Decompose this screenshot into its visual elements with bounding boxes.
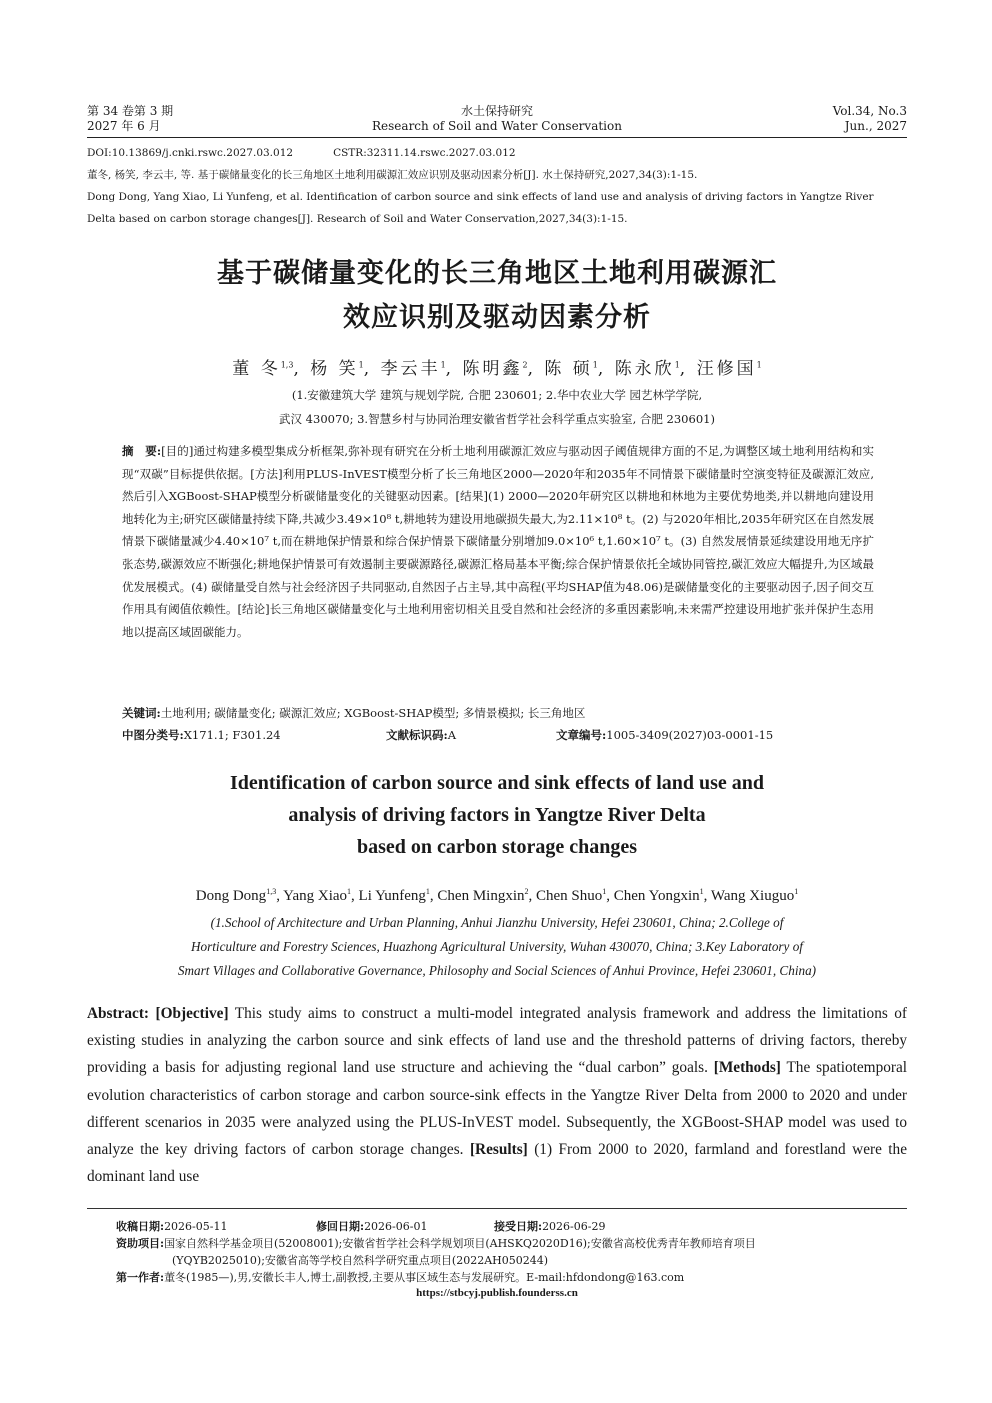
clc-value: X171.1; F301.24	[183, 728, 281, 742]
author-separator: ,	[445, 359, 463, 379]
author-affiliation-mark: 1	[602, 887, 607, 896]
author-separator: ,	[679, 359, 697, 379]
issue-date-en: Jun., 2027	[844, 119, 907, 133]
journal-name-en: Research of Soil and Water Conservation	[372, 119, 622, 133]
results-text: (1) From 2000 to 2020, farmland and forestland were the dominant land use	[87, 1141, 908, 1186]
author-separator: ,	[351, 888, 359, 904]
author-affiliation-mark: 1	[794, 887, 799, 896]
author-affiliation-mark: 1	[756, 360, 762, 370]
author-affiliation-mark: 1,3	[266, 887, 277, 896]
author-affiliation-mark: 1	[592, 360, 598, 370]
author-separator: ,	[703, 888, 711, 904]
journal-url[interactable]: https://stbcyj.publish.founderss.cn	[416, 1287, 578, 1299]
author-separator: ,	[276, 888, 284, 904]
header-rule	[87, 137, 907, 138]
objective-text: This study aims to construct a multi-model integrated analysis framework and address the limitations of existing studies in analyzing the carbon source and sink effects of land use and the threshold patterns of driving factors, thereby providing a basis for adjusting regional land use structure and achieving the “dual carbon” goals.	[87, 1005, 907, 1077]
abstract-cn	[122, 440, 874, 643]
revised-label: 修回日期:	[316, 1220, 365, 1233]
abstract-en	[87, 1000, 907, 1190]
cstr: CSTR:32311.14.rswc.2027.03.012	[333, 147, 516, 159]
title-cn-line1: 基于碳储量变化的长三角地区土地利用碳源汇	[217, 258, 777, 289]
issue-info-en	[833, 104, 907, 134]
author-separator: ,	[429, 888, 438, 904]
author-affiliation-mark: 1	[699, 887, 704, 896]
author-separator: ,	[606, 888, 614, 904]
received-date	[116, 1218, 227, 1234]
doi-line	[87, 142, 907, 164]
author-name: 陈永欣	[614, 359, 675, 379]
journal-name	[87, 104, 907, 134]
funding-line2: (YQYB2025010);安徽省高等学校自然科学研究重点项目(2022AH050244)	[172, 1254, 549, 1267]
author-name: 陈 硕	[544, 359, 593, 379]
first-author-text: 董冬(1985—),男,安徽长丰人,博士,副教授,主要从事区域生态与发展研究。E-mail:hfdondong@163.com	[164, 1271, 685, 1284]
article-number	[556, 727, 773, 743]
author-affiliation-mark: 1	[347, 887, 352, 896]
objective-label: [Objective]	[155, 1005, 229, 1022]
title-en-line3: based on carbon storage changes	[356, 836, 637, 858]
title-en-line2: analysis of driving factors in Yangtze River Delta	[288, 804, 706, 826]
title-en	[87, 767, 907, 863]
author-affiliation-mark: 1	[440, 360, 446, 370]
author-name: 汪修国	[696, 359, 757, 379]
affiliation-cn-line1: (1.安徽建筑大学 建筑与规划学院, 合肥 230601; 2.华中农业大学 园艺林学学院,	[291, 388, 703, 402]
author-name: Li Yunfeng	[358, 888, 426, 904]
author-affiliation-mark: 1,3	[280, 360, 294, 370]
citation-cn: 董冬, 杨笑, 李云丰, 等. 基于碳储量变化的长三角地区土地利用碳源汇效应识别及驱动因素分析[J]. 水土保持研究,2027,34(3):1-15.	[87, 169, 698, 181]
volume-issue-en: Vol.34, No.3	[832, 104, 907, 118]
accepted-date	[494, 1218, 605, 1234]
affiliations-en	[87, 911, 907, 983]
author-affiliation-mark: 2	[524, 887, 529, 896]
article-label: 文章编号:	[556, 728, 607, 742]
author-separator: ,	[597, 359, 615, 379]
document-code	[386, 727, 456, 743]
author-separator: ,	[527, 359, 545, 379]
clc-label: 中图分类号:	[122, 728, 184, 742]
funding-note	[116, 1235, 907, 1269]
accepted-value: 2026-06-29	[542, 1220, 606, 1233]
author-separator: ,	[528, 888, 536, 904]
abstract-cn-text: [目的]通过构建多模型集成分析框架,弥补现有研究在分析土地利用碳源汇效应与驱动因子阈值规律方面的不足,为调整区域土地利用结构和实现“双碳”目标提供依据。[方法]利用PLUS-InVEST模型分析了长三角地区2000—2020年和2035年不同情景下碳储量时空演变特征及碳源汇效应,然后引入XGBoost-SHAP模型分析碳储量变化的关键驱动因素。[结果](1) 2000—2020年研究区以耕地和林地为主要优势地类,并以耕地向建设用地转化为主;研究区碳储量持续下降,共减少3.49×10⁸ t,耕地转为建设用地碳损失最大,为2.11×10⁸ t。(2) 与2020年相比,2035年研究区在自然发展情景下碳储量减少4.40×10⁷ t,而在耕地保护情景和综合保护情景下碳储量分别增加9.0×10⁶ t,1.60×10⁷ t。(3) 自然发展情景延续建设用地无序扩张态势,碳源效应不断强化;耕地保护情景可有效遏制主要碳源路径,碳源汇格局基本平衡;综合保护情景依托全域协同管控,碳汇效应大幅提升,为区域最优发展模式。(4) 碳储量受自然与社会经济因子共同驱动,自然因子占主导,其中高程(平均SHAP值为48.06)是碳储量变化的主要驱动因子,因子间交互作用具有阈值依赖性。[结论]长三角地区碳储量变化与土地利用密切相关且受自然和社会经济的多重因素影响,未来需严控建设用地扩张并保护生态用地以提高区域固碳能力。	[122, 444, 874, 639]
footnote-dates	[116, 1218, 907, 1235]
clc-number	[122, 727, 281, 743]
affiliation-cn-line2: 武汉 430070; 3.智慧乡村与协同治理安徽省哲学社会科学重点实验室, 合肥 230601)	[279, 412, 715, 426]
author-affiliation-mark: 1	[674, 360, 680, 370]
author-name: Chen Yongxin	[613, 888, 700, 904]
author-name: 陈明鑫	[462, 359, 523, 379]
author-name: Chen Shuo	[536, 888, 603, 904]
journal-name-cn: 水土保持研究	[460, 104, 533, 118]
citation-en-line2: Delta based on carbon storage changes[J]. Research of Soil and Water Conservation,2027,34(3):1-15.	[87, 213, 628, 225]
keywords-cn-label: 关键词:	[122, 706, 161, 720]
accepted-label: 接受日期:	[494, 1220, 543, 1233]
citation-en-line1: Dong Dong, Yang Xiao, Li Yunfeng, et al. Identification of carbon source and sink effects of land use and analysis of driving factors in Yangtze River	[87, 191, 874, 203]
classification-row	[122, 727, 874, 747]
running-header	[87, 104, 907, 138]
doi[interactable]: DOI:10.13869/j.cnki.rswc.2027.03.012	[87, 147, 294, 159]
author-separator: ,	[363, 359, 381, 379]
methods-label: [Methods]	[713, 1059, 781, 1077]
author-name: Chen Mingxin	[437, 888, 525, 904]
affiliation-en-line3: Smart Villages and Collaborative Governance, Philosophy and Social Sciences of Anhui Province, Hefei 230601, China)	[177, 963, 817, 978]
revised-value: 2026-06-01	[364, 1220, 428, 1233]
first-author-note	[116, 1269, 907, 1286]
title-en-line1: Identification of carbon source and sink effects of land use and	[229, 772, 765, 794]
keywords-cn	[122, 703, 874, 723]
author-name: 杨 笑	[310, 359, 359, 379]
doc-label: 文献标识码:	[386, 728, 448, 742]
methods-text: The spatiotemporal evolution characteristics of carbon storage and carbon source-sink effects in the Yangtze River Delta from 2000 to 2020 and under different scenarios in 2035 were analyzed using the PLUS-InVEST model. Subsequently, the XGBoost-SHAP model was used to analyze the key driving factors of carbon storage changes.	[87, 1059, 907, 1159]
authors-cn	[87, 354, 907, 379]
doc-value: A	[447, 728, 457, 742]
revised-date	[316, 1218, 427, 1234]
funding-label: 资助项目:	[116, 1237, 165, 1250]
received-label: 收稿日期:	[116, 1220, 165, 1233]
author-affiliation-mark: 1	[425, 887, 430, 896]
issue-date: 2027 年 6 月	[87, 119, 161, 133]
footnote-rule	[87, 1208, 907, 1209]
volume-issue: 第 34 卷第 3 期	[87, 104, 174, 118]
author-name: Dong Dong	[195, 888, 267, 904]
affiliations-cn	[87, 383, 907, 431]
abstract-cn-label: 摘 要:	[122, 444, 162, 458]
author-name: 李云丰	[380, 359, 441, 379]
received-value: 2026-05-11	[164, 1220, 228, 1233]
author-affiliation-mark: 2	[522, 360, 528, 370]
author-name: Wang Xiuguo	[710, 888, 795, 904]
affiliation-en-line2: Horticulture and Forestry Sciences, Huazhong Agricultural University, Wuhan 430070, China; 3.Key Laboratory of	[191, 939, 803, 954]
article-value: 1005-3409(2027)03-0001-15	[606, 728, 774, 742]
abstract-en-label: Abstract:	[87, 1005, 150, 1022]
author-name: Yang Xiao	[283, 888, 348, 904]
keywords-cn-text: 土地利用; 碳储量变化; 碳源汇效应; XGBoost-SHAP模型; 多情景模拟; 长三角地区	[160, 706, 586, 720]
author-separator: ,	[293, 359, 311, 379]
authors-en	[87, 887, 907, 905]
title-cn	[87, 252, 907, 340]
results-label: [Results]	[469, 1141, 528, 1159]
author-name: 董 冬	[232, 359, 281, 379]
author-affiliation-mark: 1	[358, 360, 364, 370]
title-cn-line2: 效应识别及驱动因素分析	[343, 302, 651, 333]
funding-line1: 国家自然科学基金项目(52008001);安徽省哲学社会科学规划项目(AHSKQ2020D16);安徽省高校优秀青年教师培育项目	[164, 1237, 756, 1250]
affiliation-en-line1: (1.School of Architecture and Urban Planning, Anhui Jianzhu University, Hefei 230601, China; 2.College of	[210, 915, 784, 930]
first-author-label: 第一作者:	[116, 1271, 165, 1284]
